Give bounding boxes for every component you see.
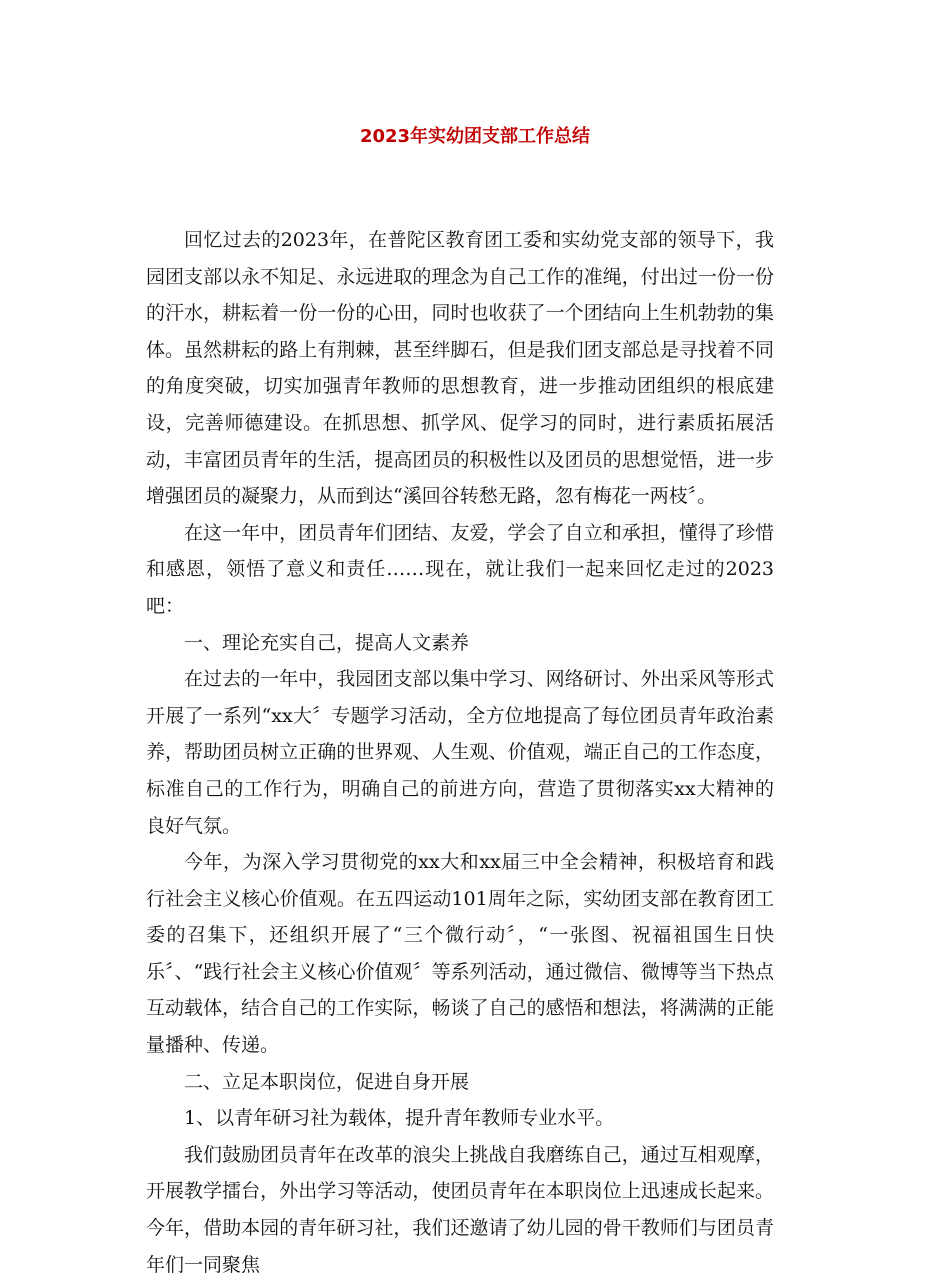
document-body bbox=[146, 222, 774, 1283]
paragraph-year-review: 在这一年中，团员青年们团结、友爱，学会了自立和承担，懂得了珍惜和感恩，领悟了意义和责任……现在，就让我们一起来回忆走过的2023吧： bbox=[146, 521, 774, 617]
section-heading-theory: 一、理论充实自己，提高人文素养 bbox=[184, 631, 470, 654]
paragraph-intro: 回忆过去的2023年，在普陀区教育团工委和实幼党支部的领导下，我园团支部以永不知足、永远进取的理念为自己工作的准绳，付出过一份一份的汗水，耕耘着一份一份的心田，同时也收获了一个团结向上生机勃勃的集体。虽然耕耘的路上有荆棘，甚至绊脚石，但是我们团支部总是寻找着不同的角度突破，切实加强青年教师的思想教育，进一步推动团组织的根底建设，完善师德建设。在抓思想、抓学风、促学习的同时，进行素质拓展活动，丰富团员青年的生活，提高团员的积极性以及团员的思想觉悟，进一步增强团员的凝聚力，从而到达“溪回谷转愁无路，忽有梅花一两枝〞。 bbox=[146, 229, 774, 508]
document-title: 2023年实幼团支部工作总结 bbox=[359, 126, 591, 147]
paragraph-teacher-growth: 我们鼓励团员青年在改革的浪尖上挑战自我磨练自己，通过互相观摩，开展教学擂台，外出学习等活动，使团员青年在本职岗位上迅速成长起来。今年，借助本园的青年研习社，我们还邀请了幼儿园的骨干教师们与团员青年们一同聚焦 bbox=[146, 1143, 774, 1276]
paragraph-study-activities: 在过去的一年中，我园团支部以集中学习、网络研讨、外出采风等形式开展了一系列“xx大〞专题学习活动，全方位地提高了每位团员青年政治素养，帮助团员树立正确的世界观、人生观、价值观，端正自己的工作态度，标准自己的工作行为，明确自己的前进方向，营造了贯彻落实xx大精神的良好气氛。 bbox=[146, 668, 774, 837]
subsection-heading-study-club: 1、以青年研习社为载体，提升青年教师专业水平。 bbox=[184, 1107, 615, 1130]
section-heading-post: 二、立足本职岗位，促进自身开展 bbox=[184, 1070, 470, 1093]
paragraph-core-values: 今年，为深入学习贯彻党的xx大和xx届三中全会精神，积极培育和践行社会主义核心价值观。在五四运动101周年之际，实幼团支部在教育团工委的召集下，还组织开展了“三个微行动〞，“一张图、祝福祖国生日快乐〞、“践行社会主义核心价值观〞等系列活动，通过微信、微博等当下热点互动载体，结合自己的工作实际，畅谈了自己的感悟和想法，将满满的正能量播种、传递。 bbox=[146, 851, 774, 1057]
